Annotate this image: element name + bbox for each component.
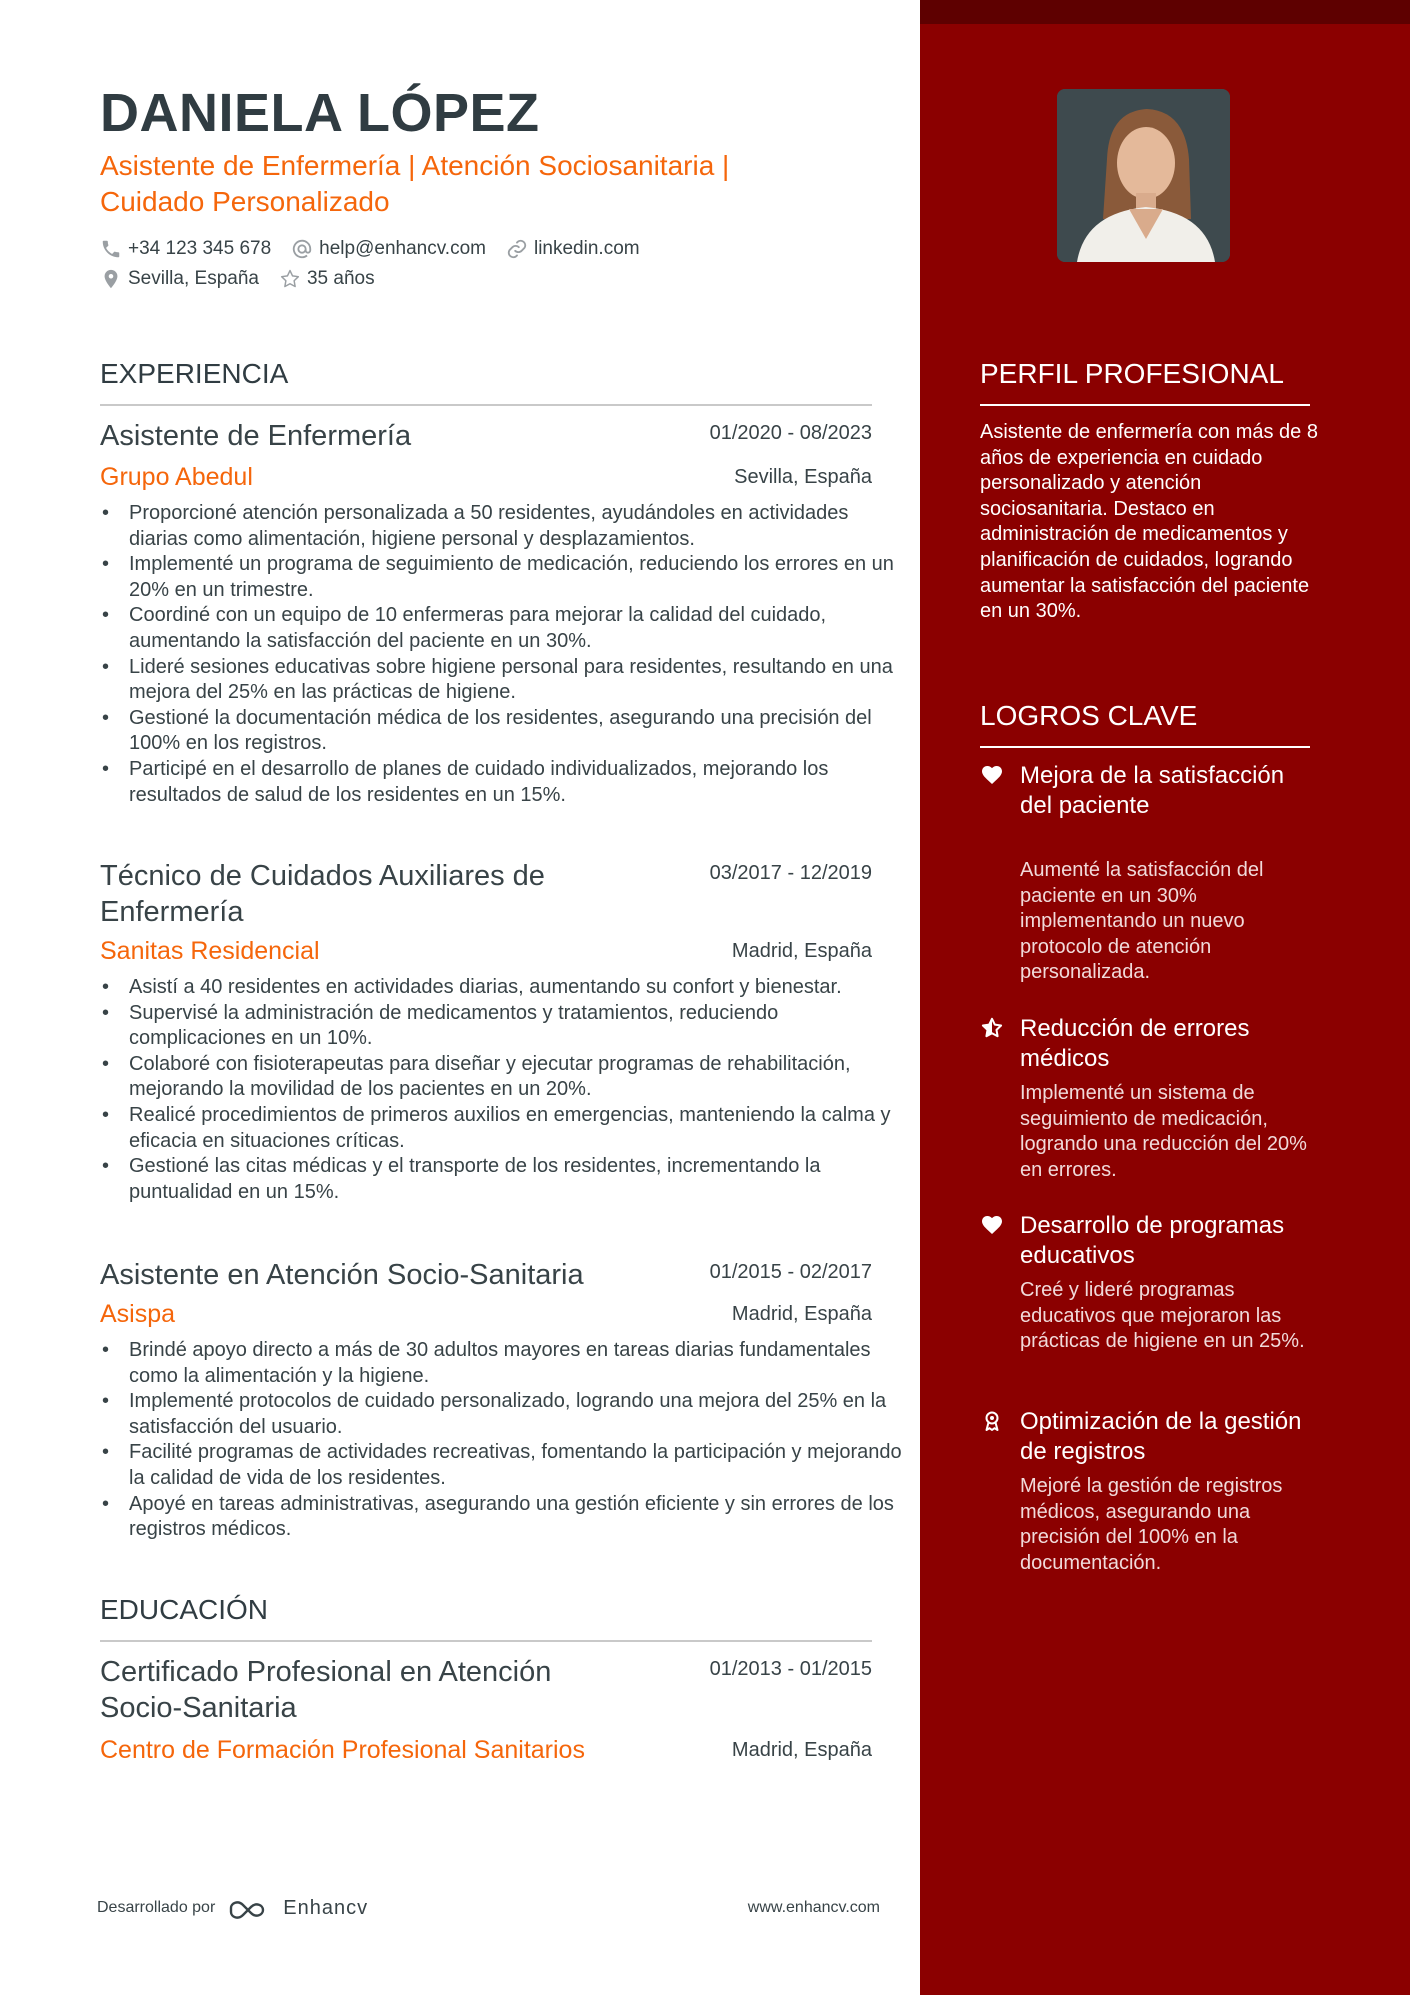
achievement-desc: Implementé un sistema de seguimiento de medicación, logrando una reducción del 20% en errores. [1020, 1082, 1307, 1181]
achievement-title: Optimización de la gestión de registros [1020, 1408, 1302, 1465]
bullet-item: • Coordiné con un equipo de 10 enfermeras para mejorar la calidad del cuidado, aumentando la satisfacción del paciente en un 30%. [129, 603, 904, 654]
profile-section-title: PERFIL PROFESIONAL [980, 358, 1310, 406]
sidebar [920, 0, 1410, 1995]
at-icon [291, 238, 313, 260]
linkedin-text: linkedin.com [533, 238, 640, 259]
bullet-item: • Participé en el desarrollo de planes de cuidado individualizados, mejorando los resultados de salud de los residentes en un 15%. [129, 757, 904, 808]
profile-photo [1057, 89, 1230, 262]
age-text: 35 años [306, 268, 375, 289]
phone-icon [100, 238, 122, 260]
bullet-item: • Asistí a 40 residentes en actividades diarias, aumentando su confort y bienestar. [129, 975, 904, 1001]
contact-email[interactable] [291, 238, 486, 260]
award-icon [980, 1409, 1004, 1433]
bullet-item: • Realicé procedimientos de primeros auxilios en emergencias, manteniendo la calma y eficacia en situaciones críticas. [129, 1103, 904, 1154]
bullet-item: • Implementé protocolos de cuidado personalizado, logrando una mejora del 25% en la satisfacción del usuario. [129, 1389, 904, 1440]
heart-icon [980, 1213, 1004, 1237]
bullet-item: • Apoyé en tareas administrativas, asegurando una gestión eficiente y sin errores de los registros médicos. [129, 1492, 904, 1543]
job-bullets [100, 1338, 904, 1543]
contact-linkedin[interactable] [506, 238, 640, 260]
candidate-name: DANIELA LÓPEZ [100, 83, 540, 143]
bullet-item: • Lideré sesiones educativas sobre higiene personal para residentes, resultando en una mejora del 25% en las prácticas de higiene. [129, 655, 904, 706]
achievement-title: Mejora de la satisfacción del paciente [1020, 762, 1285, 819]
phone-text: +34 123 345 678 [128, 238, 272, 259]
contact-age [279, 268, 375, 290]
achievement-desc: Mejoré la gestión de registros médicos, asegurando una precisión del 100% en la documentación. [1020, 1475, 1283, 1574]
bullet-item: • Colaboré con fisioterapeutas para diseñar y ejecutar programas de rehabilitación, mejorando la movilidad de los pacientes en un 20%. [129, 1052, 904, 1103]
sidebar-top-bar [920, 0, 1410, 24]
achievement-title: Desarrollo de programas educativos [1020, 1212, 1285, 1269]
job-title: Técnico de Cuidados Auxiliares de Enfermería [100, 860, 545, 928]
footer-powered-by [97, 1895, 368, 1921]
footer-website[interactable]: www.enhancv.com [747, 1899, 880, 1916]
education-dates: 01/2013 - 01/2015 [709, 1658, 872, 1680]
company-name: Grupo Abedul [100, 463, 253, 491]
bullet-item: • Proporcioné atención personalizada a 50 residentes, ayudándoles en actividades diarias como alimentación, higiene personal y desplazamientos. [129, 501, 904, 552]
heart-icon [980, 763, 1004, 787]
location-pin-icon [100, 268, 122, 290]
contact-phone[interactable] [100, 238, 271, 260]
job-dates: 03/2017 - 12/2019 [709, 862, 872, 884]
job-dates: 01/2015 - 02/2017 [709, 1261, 872, 1283]
school-name: Centro de Formación Profesional Sanitarios [100, 1736, 585, 1764]
profile-summary: Asistente de enfermería con más de 8 años de experiencia en cuidado personalizado y atención sociosanitaria. Destaco en administración de medicamentos y planificación de cuidados, logrando aumentar la satisfacción del paciente en un 30%. [980, 421, 1318, 623]
bullet-item: • Implementé un programa de seguimiento de medicación, reduciendo los errores en un 20% en un trimestre. [129, 552, 904, 603]
achievement-title: Reducción de errores médicos [1020, 1015, 1250, 1072]
job-bullets [100, 501, 904, 808]
bullet-item: • Facilité programas de actividades recreativas, fomentando la participación y mejorando la calidad de vida de los residentes. [129, 1440, 904, 1491]
star-icon [980, 1016, 1004, 1040]
bullet-item: • Supervisé la administración de medicamentos y tratamientos, reduciendo complicaciones en un 10%. [129, 1001, 904, 1052]
degree-title: Certificado Profesional en Atención Socio-Sanitaria [100, 1656, 552, 1724]
experience-section-title: EXPERIENCIA [100, 358, 872, 406]
job-location: Sevilla, España [734, 466, 872, 488]
email-text: help@enhancv.com [319, 238, 486, 259]
achievements-section-title: LOGROS CLAVE [980, 700, 1310, 748]
brand-name: Enhancv [283, 1896, 369, 1919]
job-dates: 01/2020 - 08/2023 [709, 422, 872, 444]
job-bullets [100, 975, 904, 1205]
location-text: Sevilla, España [128, 268, 259, 289]
education-section-title: EDUCACIÓN [100, 1594, 872, 1642]
contact-location [100, 268, 259, 290]
link-icon [506, 238, 528, 260]
powered-by-text: Desarrollado por [97, 1899, 216, 1916]
job-location: Madrid, España [731, 1303, 872, 1325]
job-title: Asistente de Enfermería [100, 420, 412, 452]
job-title: Asistente en Atención Socio-Sanitaria [100, 1259, 584, 1291]
company-name: Sanitas Residencial [100, 937, 320, 965]
job-location: Madrid, España [731, 940, 872, 962]
contact-row-1 [100, 238, 660, 260]
bullet-item: • Brindé apoyo directo a más de 30 adultos mayores en tareas diarias fundamentales como la alimentación y la higiene. [129, 1338, 904, 1389]
achievement-desc: Aumenté la satisfacción del paciente en un 30% implementando un nuevo protocolo de atención personalizada. [1020, 859, 1264, 984]
education-location: Madrid, España [731, 1739, 872, 1761]
bullet-item: • Gestioné la documentación médica de los residentes, asegurando una precisión del 100% en los registros. [129, 706, 904, 757]
enhancv-logo-icon [227, 1895, 275, 1921]
star-outline-icon [279, 268, 301, 290]
contact-row-2 [100, 268, 395, 290]
achievement-desc: Creé y lideré programas educativos que mejoraron las prácticas de higiene en un 25%. [1020, 1279, 1305, 1353]
headline: Asistente de Enfermería | Atención Sociosanitaria | Cuidado Personalizado [100, 150, 730, 217]
bullet-item: • Gestioné las citas médicas y el transporte de los residentes, incrementando la puntualidad en un 15%. [129, 1154, 904, 1205]
company-name: Asispa [100, 1300, 176, 1328]
